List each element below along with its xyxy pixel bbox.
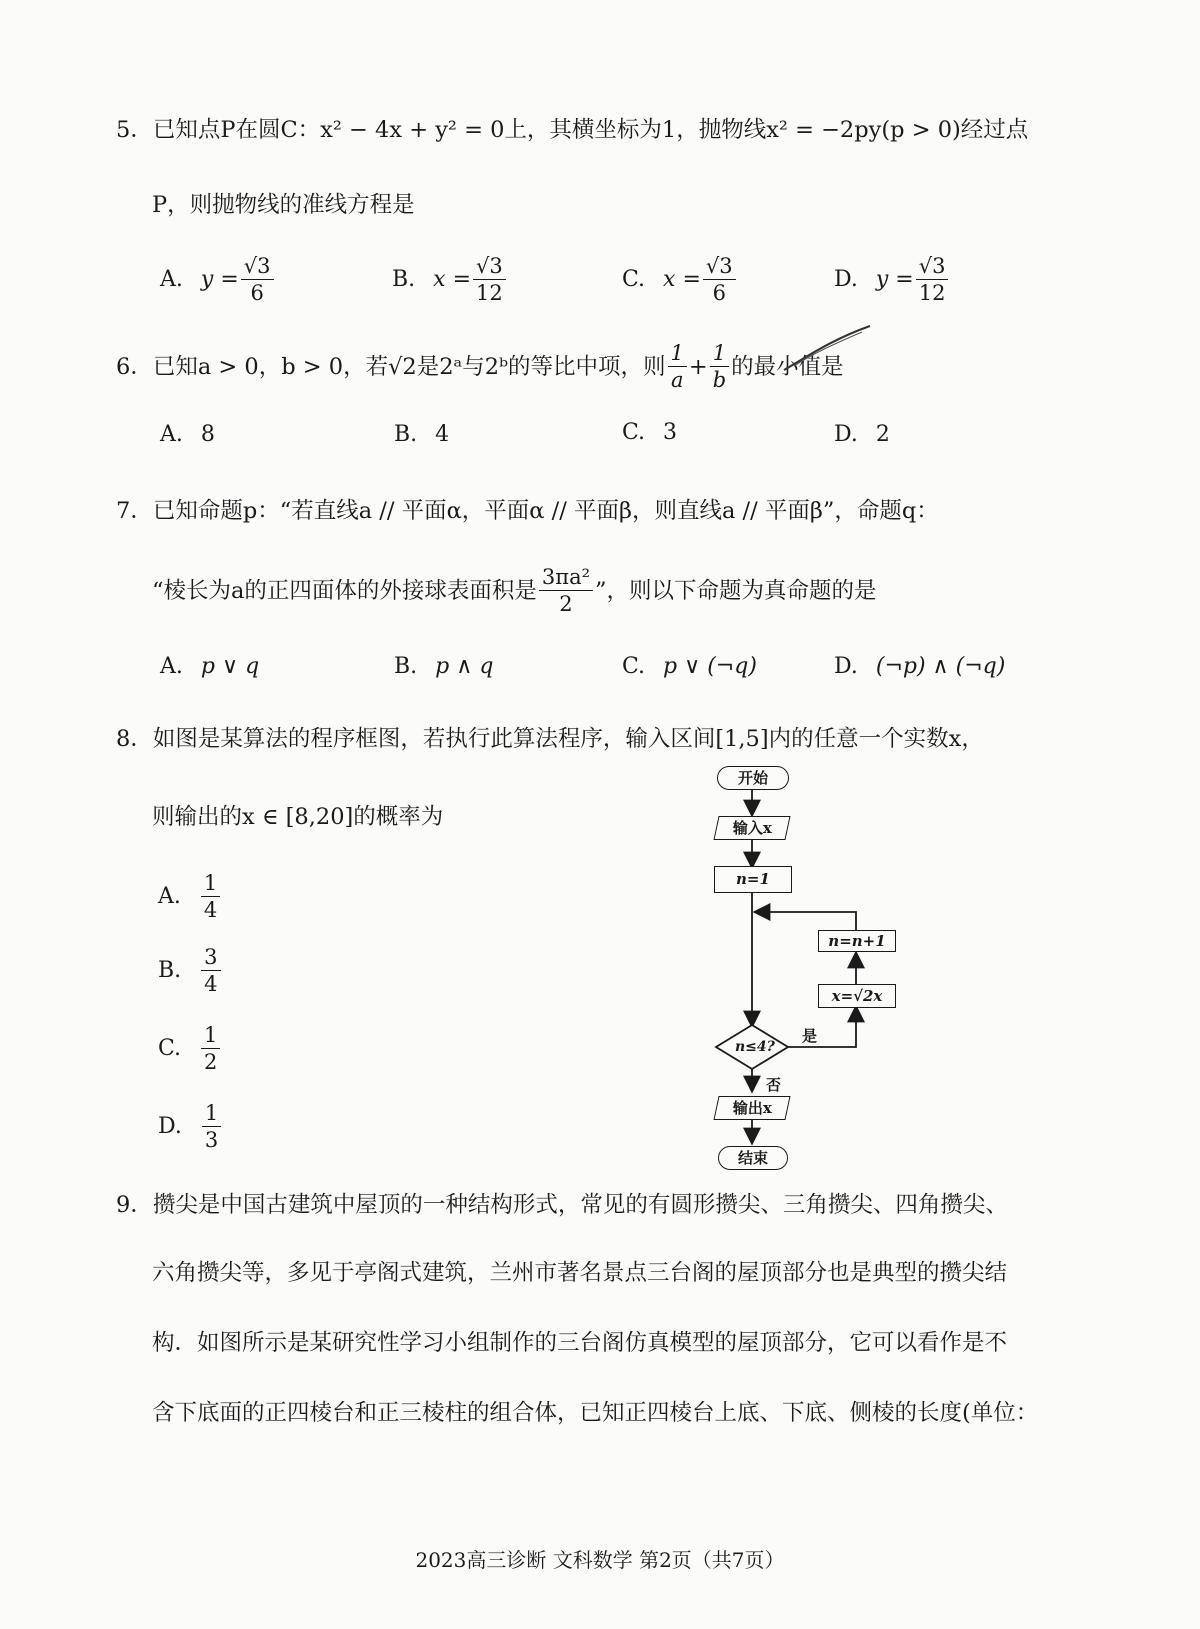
q9-stem-line2: 六角攒尖等，多见于亭阁式建筑，兰州市著名景点三台阁的屋顶部分也是典型的攒尖结: [152, 1260, 1008, 1286]
option-label: D.: [834, 422, 858, 447]
option-label: C.: [622, 420, 646, 445]
option-label: B.: [392, 266, 416, 292]
flowchart-output-text: 输出x: [732, 1098, 772, 1117]
q6-stem-after: 的最小值是: [731, 353, 844, 380]
fraction-denominator: 2: [559, 592, 573, 617]
q7-option-d[interactable]: [834, 652, 1005, 682]
q8-option-a[interactable]: [158, 872, 222, 921]
q7-option-c[interactable]: [622, 652, 757, 682]
option-fraction: [201, 946, 220, 995]
option-lhs: x =: [433, 266, 472, 292]
fraction-denominator: 4: [204, 972, 218, 997]
q9-stem-line3: 构．如图所示是某研究性学习小组制作的三台阁仿真模型的屋顶部分，它可以看作是不: [152, 1330, 1008, 1356]
option-lhs: y =: [200, 266, 239, 292]
q6-option-d[interactable]: [834, 420, 890, 450]
option-value: p ∧ q: [435, 654, 494, 679]
flowchart-yes-label: 是: [802, 1027, 818, 1045]
option-label: A.: [160, 266, 183, 292]
flowchart-input-text: 输入x: [732, 818, 772, 837]
fraction-numerator: 1: [201, 1024, 220, 1049]
q5-stem-line2: P，则抛物线的准线方程是: [152, 192, 415, 218]
fraction-denominator: 3: [204, 1128, 219, 1153]
option-label: B.: [158, 957, 182, 983]
q6-stem-before: 6．已知a > 0，b > 0，若√2是2ᵃ与2ᵇ的等比中项，则: [116, 353, 666, 380]
fraction-numerator: √3: [916, 255, 949, 280]
option-value: 2: [875, 422, 890, 447]
q6-fraction-1: [668, 342, 687, 391]
fraction-denominator: 6: [712, 281, 726, 306]
fraction-denominator: 2: [204, 1050, 218, 1075]
fraction-numerator: 1: [668, 342, 687, 367]
q6-fraction-2: [710, 342, 729, 391]
option-lhs: y =: [875, 266, 914, 292]
option-fraction: [703, 255, 736, 304]
fraction-denominator: b: [712, 368, 727, 393]
option-label: C.: [622, 654, 646, 679]
fraction-denominator: 6: [250, 281, 264, 306]
option-fraction: [241, 255, 274, 304]
fraction-denominator: a: [670, 368, 684, 393]
option-label: D.: [834, 654, 858, 679]
option-label: A.: [160, 654, 183, 679]
option-value: 3: [663, 420, 678, 445]
q8-option-b[interactable]: [158, 946, 223, 995]
q8-stem-line1: 8．如图是某算法的程序框图，若执行此算法程序，输入区间[1,5]内的任意一个实数x，: [116, 726, 984, 752]
q7-stem-line1: 7．已知命题p：“若直线a // 平面α，平面α // 平面β，则直线a // 平面β”，命题q：: [116, 498, 939, 524]
flowchart-update-x: x=√2x: [818, 984, 896, 1008]
option-fraction: [201, 872, 220, 921]
q7-stem-after: ”，则以下命题为真命题的是: [595, 577, 877, 604]
flowchart-input: [713, 816, 790, 840]
fraction-numerator: 3πa²: [539, 566, 593, 591]
fraction-numerator: 1: [201, 872, 220, 897]
option-fraction: [916, 255, 949, 304]
fraction-denominator: 12: [476, 281, 503, 306]
option-value: p ∨ (¬q): [663, 654, 757, 679]
page-footer: 2023高三诊断 文科数学 第2页（共7页）: [415, 1548, 785, 1572]
option-label: A.: [158, 883, 181, 909]
option-label: D.: [834, 266, 858, 292]
flowchart-init: n=1: [714, 866, 792, 893]
fraction-numerator: √3: [473, 255, 506, 280]
q5-stem-line1: 5．已知点P在圆C：x² − 4x + y² = 0上，其横坐标为1，抛物线x² = −2py(p > 0)经过点: [116, 117, 1029, 143]
flowchart-no-label: 否: [766, 1076, 782, 1094]
q7-option-b[interactable]: [394, 652, 493, 682]
q7-option-a[interactable]: [160, 652, 259, 682]
q6-stem: [116, 342, 844, 391]
q5-option-d[interactable]: [834, 255, 950, 304]
q5-option-b[interactable]: [392, 255, 508, 304]
q6-option-a[interactable]: [160, 420, 215, 450]
flowchart-update-n: n=n+1: [818, 930, 896, 952]
q6-option-c[interactable]: [622, 418, 677, 448]
option-fraction: [202, 1102, 221, 1151]
q7-fraction: [539, 566, 593, 615]
fraction-denominator: 4: [203, 898, 218, 923]
option-label: D.: [158, 1113, 182, 1139]
q7-stem-line2: [152, 566, 877, 615]
q5-option-c[interactable]: [622, 255, 738, 304]
fraction-denominator: 12: [918, 281, 946, 306]
fraction-numerator: 3: [201, 946, 220, 971]
option-label: B.: [394, 654, 418, 679]
fraction-numerator: √3: [241, 255, 274, 280]
fraction-numerator: 1: [202, 1102, 221, 1127]
option-label: C.: [158, 1035, 182, 1061]
q8-option-d[interactable]: [158, 1102, 223, 1151]
q9-stem-line1: 9．攒尖是中国古建筑中屋顶的一种结构形式，常见的有圆形攒尖、三角攒尖、四角攒尖、: [116, 1192, 1008, 1218]
option-label: B.: [394, 422, 418, 447]
flowchart-output: [713, 1096, 790, 1120]
option-fraction: [473, 255, 506, 304]
option-fraction: [201, 1024, 220, 1073]
option-value: 4: [435, 422, 450, 447]
pen-mark-icon: [782, 322, 874, 376]
option-label: A.: [160, 422, 183, 447]
q5-option-a[interactable]: [160, 255, 276, 304]
q9-stem-line4: 含下底面的正四棱台和正三棱柱的组合体，已知正四棱台上底、下底、侧棱的长度(单位：: [152, 1400, 1039, 1426]
q7-stem-before: “棱长为a的正四面体的外接球表面积是: [152, 577, 537, 604]
q6-option-b[interactable]: [394, 420, 449, 450]
option-value: 8: [200, 422, 215, 447]
option-value: p ∨ q: [200, 654, 260, 679]
q6-plus: +: [688, 353, 708, 380]
flowchart-start: 开始: [717, 766, 789, 790]
q8-option-c[interactable]: [158, 1024, 222, 1073]
option-value: (¬p) ∧ (¬q): [875, 654, 1006, 679]
q8-stem-line2: 则输出的x ∈ [8,20]的概率为: [152, 804, 444, 830]
option-label: C.: [622, 266, 646, 292]
fraction-numerator: 1: [710, 342, 729, 367]
fraction-numerator: √3: [703, 255, 736, 280]
flowchart-condition: n≤4?: [735, 1039, 775, 1055]
flowchart-end: 结束: [718, 1146, 788, 1170]
option-lhs: x =: [663, 266, 701, 292]
